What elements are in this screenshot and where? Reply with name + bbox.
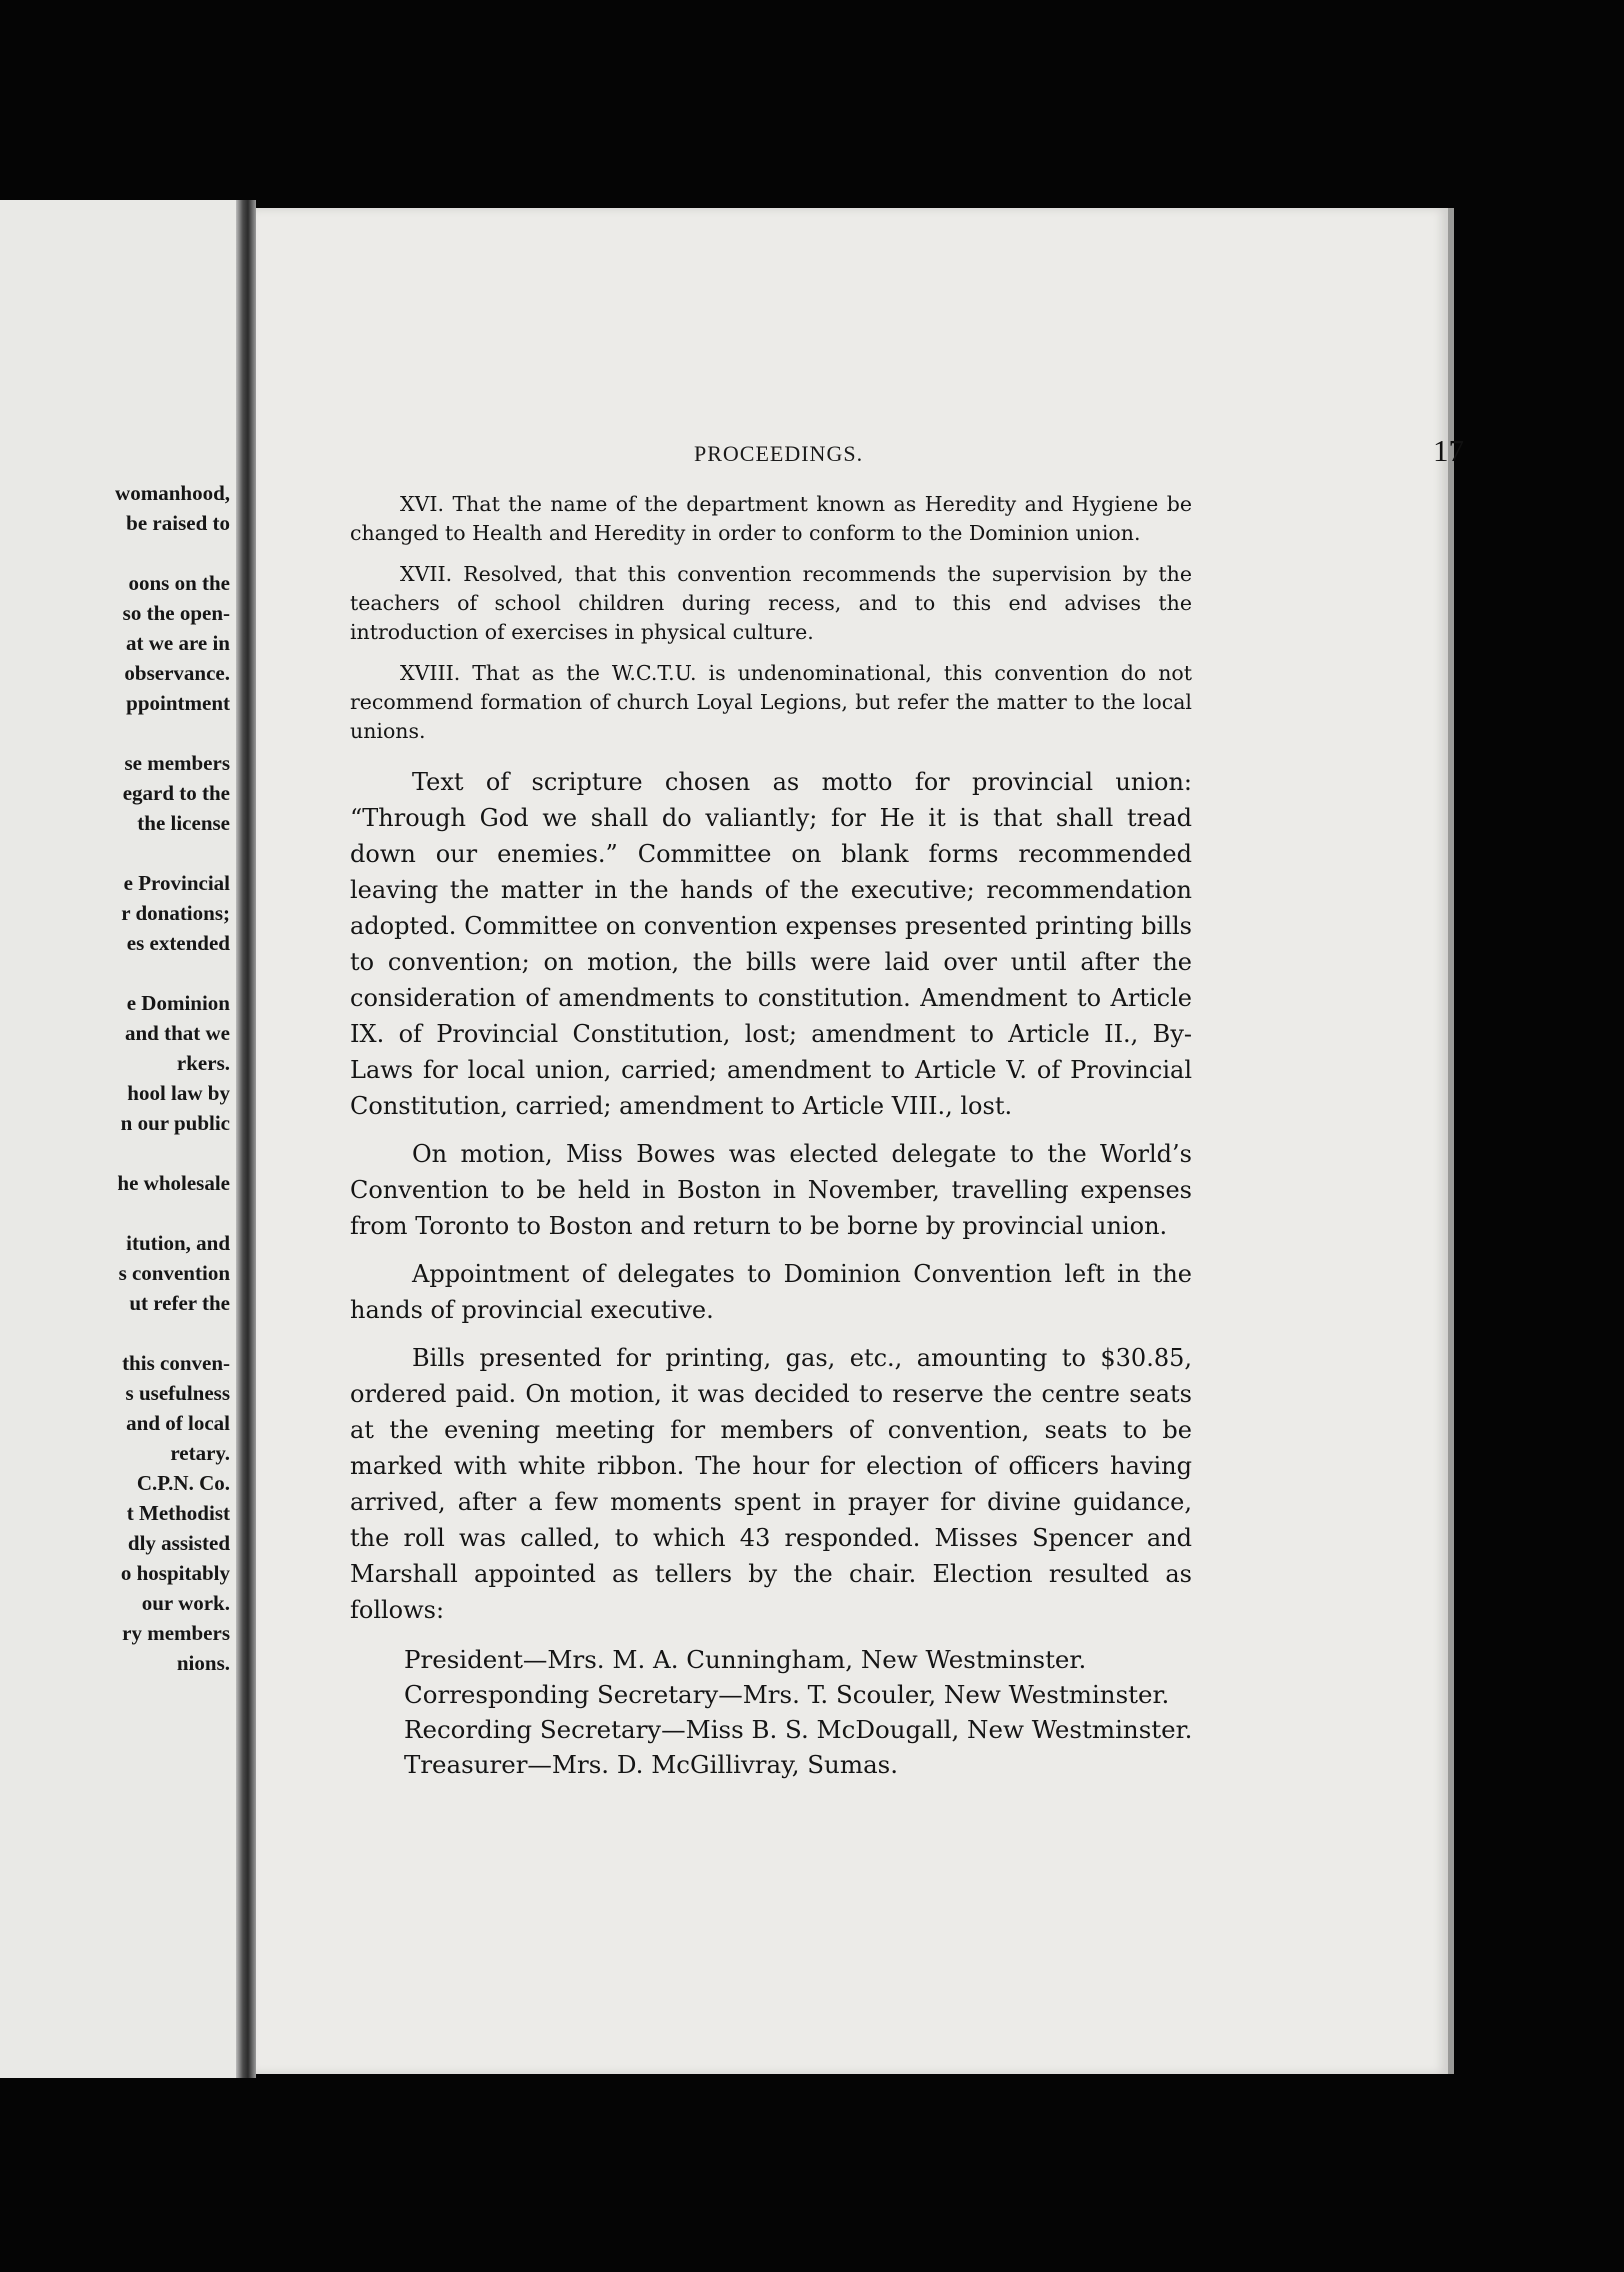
paragraph-delegate-election: On motion, Miss Bowes was elected delegate to the World’s Convention to be held in Boston in November, travelling expenses from Toronto to Boston and return to be borne by provincial union.	[350, 1140, 1192, 1240]
left-page-fragment: o hospitably	[120, 1561, 230, 1585]
page-number: 17	[1433, 433, 1464, 468]
left-page-fragment: rkers.	[176, 1051, 230, 1075]
running-head: PROCEEDINGS.	[694, 441, 864, 466]
left-page-fragment: n our public	[120, 1111, 230, 1135]
page-content	[350, 490, 1192, 1782]
officers-list	[404, 1642, 1192, 1782]
left-page-fragment: and of local	[126, 1411, 230, 1435]
left-page-fragment: t Methodist	[126, 1501, 230, 1525]
left-page-fragment: this conven-	[122, 1351, 230, 1375]
left-page	[0, 200, 236, 2078]
left-page-fragment: egard to the	[122, 781, 230, 805]
left-page-fragment: itution, and	[126, 1231, 230, 1255]
left-page-fragment: es extended	[126, 931, 230, 955]
book-gutter	[236, 200, 256, 2078]
officer-president: President—Mrs. M. A. Cunningham, New Westminster.	[404, 1645, 1087, 1674]
left-page-fragment: C.P.N. Co.	[136, 1471, 230, 1495]
left-page-fragment: our work.	[141, 1591, 230, 1615]
left-page-fragment: r donations;	[121, 901, 230, 925]
left-page-fragment: he wholesale	[117, 1171, 230, 1195]
left-page-fragment: nions.	[176, 1651, 230, 1675]
resolution-xviii: XVIII. That as the W.C.T.U. is undenominational, this convention do not recommend formation of church Loyal Legions, but refer the matter to the local unions.	[350, 661, 1192, 743]
left-page-fragment: hool law by	[127, 1081, 230, 1105]
left-page-fragment: at we are in	[125, 631, 230, 655]
right-page	[256, 208, 1464, 2074]
page-header	[694, 433, 1464, 469]
officer-treasurer: Treasurer—Mrs. D. McGillivray, Sumas.	[404, 1750, 899, 1779]
left-page-fragment: e Provincial	[123, 871, 230, 895]
left-page-fragment: ut refer the	[129, 1291, 230, 1315]
officer-corresponding-secretary: Corresponding Secretary—Mrs. T. Scouler, New Westminster.	[404, 1680, 1170, 1709]
paragraph-dominion-delegates: Appointment of delegates to Dominion Convention left in the hands of provincial executive.	[350, 1260, 1192, 1324]
left-page-fragment: s convention	[118, 1261, 230, 1285]
left-page-fragment: s usefulness	[125, 1381, 230, 1405]
left-page-fragment: oons on the	[128, 571, 230, 595]
left-page-fragment: observance.	[124, 661, 230, 685]
resolution-xvi: XVI. That the name of the department known as Heredity and Hygiene be changed to Health and Heredity in order to conform to the Dominion union.	[350, 492, 1192, 545]
left-page-fragment: se members	[124, 751, 230, 775]
left-page-fragment: dly assisted	[127, 1531, 230, 1555]
resolution-xvii: XVII. Resolved, that this convention recommends the supervision by the teachers of school children during recess, and to this end advises the introduction of exercises in physical culture.	[350, 562, 1192, 644]
left-page-fragment: retary.	[170, 1441, 230, 1465]
officer-recording-secretary: Recording Secretary—Miss B. S. McDougall, New Westminster.	[404, 1715, 1193, 1744]
left-page-fragment: ppointment	[126, 691, 230, 715]
paragraph-scripture-motto: Text of scripture chosen as motto for provincial union: “Through God we shall do valiantly; for He it is that shall tread down our enemies.” Committee on blank forms recommended leaving the matter in the hands of the executive; recommendation adopted. Committee on convention expenses presented printing bills to convention; on motion, the bills were laid over until after the consideration of amendments to constitution. Amendment to Article IX. of Provincial Constitution, lost; amendment to Article II., By-Laws for local union, carried; amendment to Article V. of Provincial Constitution, carried; amendment to Article VIII., lost.	[350, 768, 1192, 1120]
left-page-fragment: so the open-	[122, 601, 230, 625]
paragraph-bills-election: Bills presented for printing, gas, etc., amounting to $30.85, ordered paid. On motion, it was decided to reserve the centre seats at the evening meeting for members of convention, seats to be marked with white ribbon. The hour for election of officers having arrived, after a few moments spent in prayer for divine guidance, the roll was called, to which 43 responded. Misses Spencer and Marshall appointed as tellers by the chair. Election resulted as follows:	[350, 1344, 1192, 1624]
left-page-fragment: be raised to	[126, 511, 230, 535]
left-page-fragment: womanhood,	[115, 481, 230, 505]
left-page-fragment: e Dominion	[126, 991, 230, 1015]
left-page-fragment: ry members	[122, 1621, 230, 1645]
left-page-fragment: the license	[137, 811, 230, 835]
left-page-fragment: and that we	[124, 1021, 230, 1045]
